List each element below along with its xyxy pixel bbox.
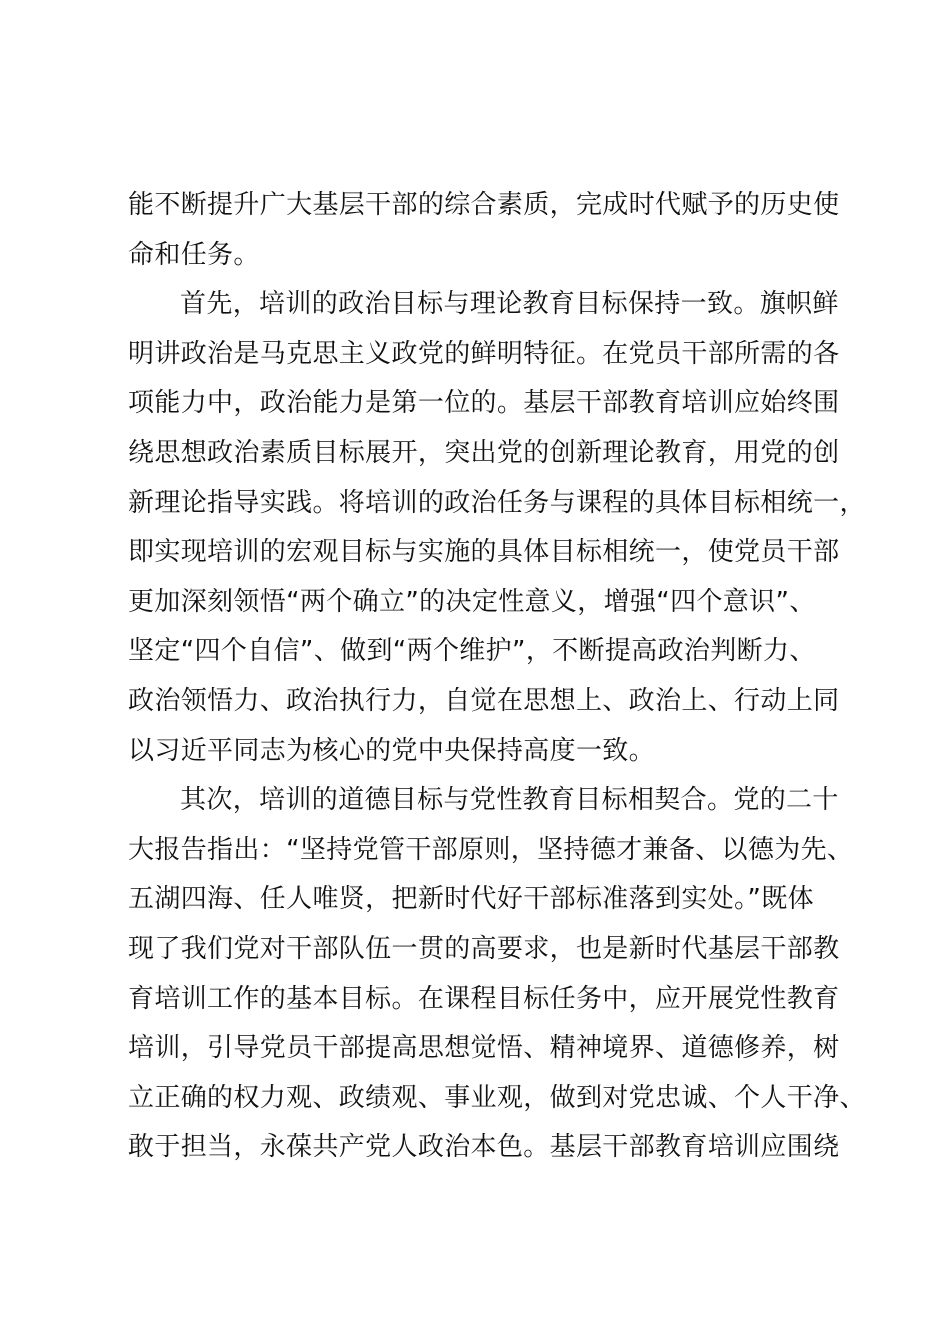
- text-line: 能不断提升广大基层干部的综合素质，完成时代赋予的历史使: [128, 190, 840, 220]
- text-line: 立正确的权力观、政绩观、事业观，做到对党忠诚、个人干净、: [128, 1082, 866, 1113]
- paragraph-first-line: 首先，培训的政治目标与理论教育目标保持一致。旗帜鲜: [180, 289, 839, 320]
- text-line: 明讲政治是马克思主义政党的鲜明特征。在党员干部所需的各: [128, 338, 840, 369]
- paragraph-first-line: 其次，培训的道德目标与党性教育目标相契合。党的二十: [180, 785, 839, 816]
- text-line: 项能力中，政治能力是第一位的。基层干部教育培训应始终围: [128, 388, 840, 419]
- text-line: 大报告指出：“坚持党管干部原则，坚持德才兼备、以德为先、: [128, 834, 854, 865]
- text-line: 以习近平同志为核心的党中央保持高度一致。: [128, 735, 656, 766]
- text-line: 培训，引导党员干部提高思想觉悟、精神境界、道德修养，树: [128, 1033, 840, 1064]
- text-line: 敢于担当，永葆共产党人政治本色。基层干部教育培训应围绕: [128, 1132, 840, 1163]
- text-line: 更加深刻领悟“两个确立”的决定性意义，增强“四个意识”、: [128, 586, 816, 617]
- text-line: 政治领悟力、政治执行力，自觉在思想上、政治上、行动上同: [128, 685, 840, 716]
- document-body: [128, 181, 866, 1173]
- text-line: 现了我们党对干部队伍一贯的高要求，也是新时代基层干部教: [128, 933, 840, 964]
- text-line: 绕思想政治素质目标展开，突出党的创新理论教育，用党的创: [128, 437, 840, 468]
- text-line: 即实现培训的宏观目标与实施的具体目标相统一，使党员干部: [128, 537, 840, 568]
- text-line: 五湖四海、任人唯贤，把新时代好干部标准落到实处。”既体: [128, 884, 814, 915]
- text-line: 坚定“四个自信”、做到“两个维护”，不断提高政治判断力、: [128, 636, 816, 667]
- text-line: 新理论指导实践。将培训的政治任务与课程的具体目标相统一，: [128, 487, 866, 518]
- text-line: 命和任务。: [128, 239, 260, 270]
- text-line: 育培训工作的基本目标。在课程目标任务中，应开展党性教育: [128, 983, 840, 1014]
